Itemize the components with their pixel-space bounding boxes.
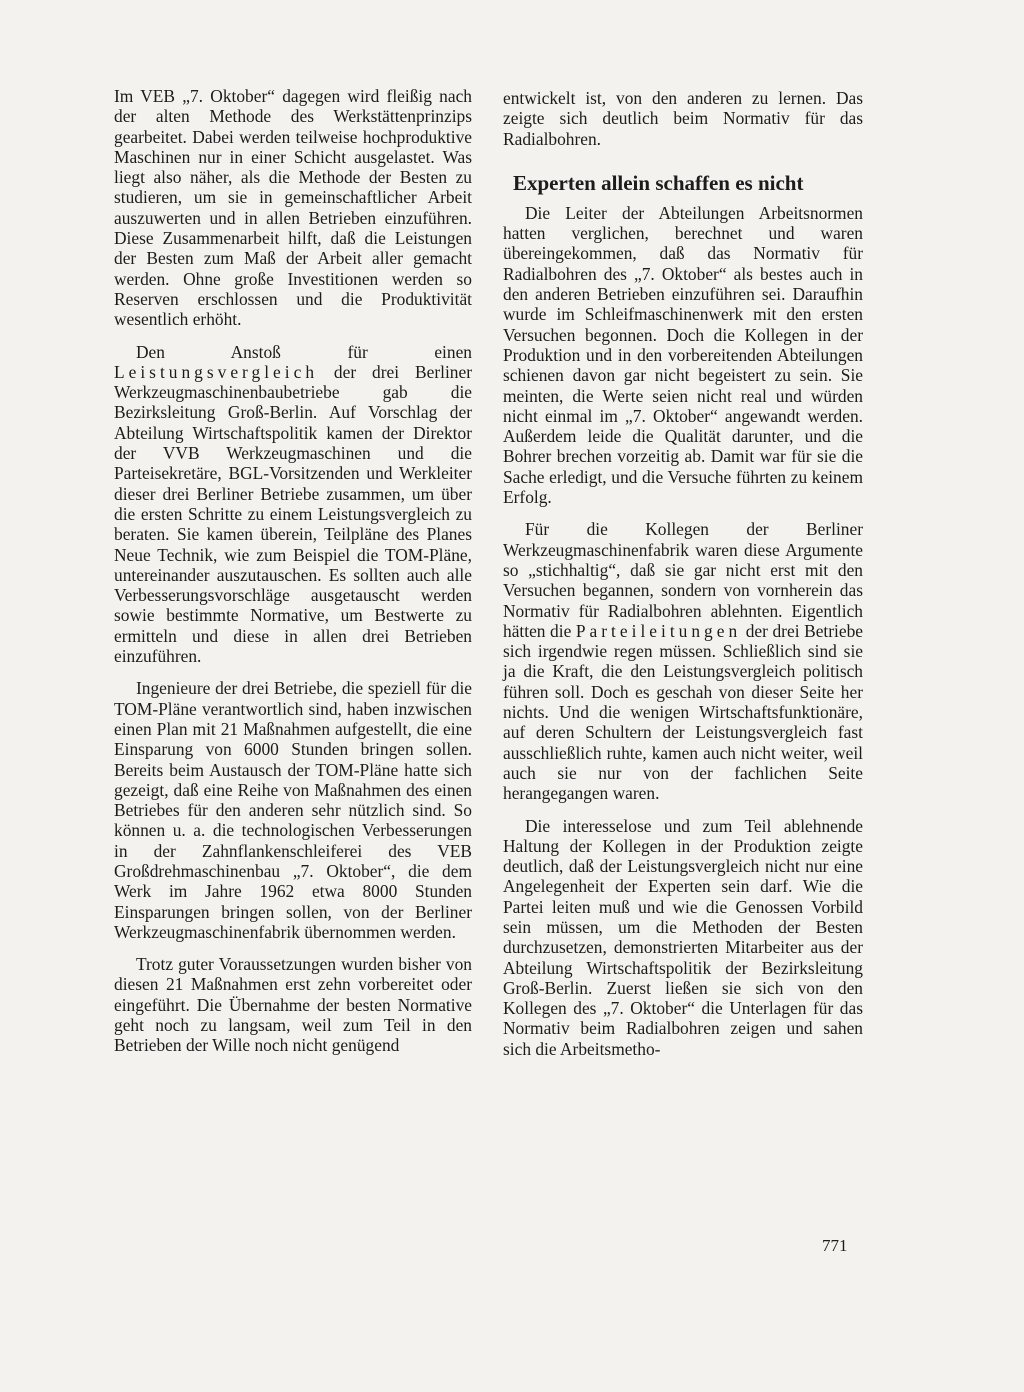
paragraph-text: Den Anstoß für einen: [136, 341, 472, 362]
emphasized-term: Leistungsvergleich: [114, 361, 319, 382]
paragraph: Ingenieure der drei Betriebe, die speziell für die TOM-Pläne verantwortlich sind, haben inzwischen einen Plan mit 21 Maßnahmen aufgestellt, die eine Einsparung von 6000 Stunden bringen sollen. Bereits beim Austausch der TOM-Pläne hatte sich gezeigt, daß eine Reihe von Maßnahmen des einen Betriebes für den anderen sehr nützlich sind. So können u. a. die technologischen Verbesserungen in der Zahnflankenschleiferei des VEB Großdrehmaschinenbau „7. Oktober“, die dem Werk im Jahre 1962 etwa 8000 Stunden Einsparungen bringen sollen, von der Berliner Werkzeugmaschinenfabrik übernommen werden.: [114, 678, 472, 942]
paragraph-text: der drei Betriebe sich irgendwie regen müssen. Schließlich sind sie ja die Kraft, die den Leistungsvergleich politisch führen soll. Doch es geschah von dieser Seite her nichts. Und die wenigen Wirtschaftsfunktionäre, auf deren Schultern der Leistungsvergleich fast ausschließlich ruhte, kamen auch nicht weiter, weil auch sie nur von der fachlichen Seite herangegangen waren.: [503, 620, 863, 804]
right-column: [503, 88, 863, 1071]
left-column: [114, 86, 472, 1068]
paragraph: Die Leiter der Abteilungen Arbeitsnormen hatten verglichen, berechnet und waren übereingekommen, daß das Normativ für Radialbohren des „7. Oktober“ als bestes auch in den anderen Betrieben einzuführen sei. Daraufhin wurde im Schleifmaschinenwerk mit den ersten Versuchen begonnen. Doch die Kollegen in der Produktion und in den vorbereitenden Abteilungen schienen davon gar nicht begeistert zu sein. Sie meinten, die Werte seien nicht real und würden nicht einmal im „7. Oktober“ angewandt werden. Außerdem leide die Qualität darunter, und die Bohrer brechen vorzeitig ab. Damit war für sie die Sache erledigt, und die Versuche führten zu keinem Erfolg.: [503, 202, 863, 508]
section-heading: Experten allein schaffen es nicht: [513, 170, 804, 195]
paragraph: [114, 342, 472, 667]
paragraph: entwickelt ist, von den anderen zu lernen. Das zeigte sich deutlich beim Normativ für das Radialbohren.: [503, 88, 863, 149]
paragraph-text: Für die Kollegen der Berliner Werkzeugmaschinenfabrik waren diese Argumente so „stichhaltig“, daß sie gar nicht erst mit den Versuchen begannen, sondern von vornherein das Normativ für Radialbohren ablehnten. Eigentlich hätten die: [503, 519, 863, 641]
paragraph-text: der drei Berliner Werkzeugmaschinenbaubetriebe gab die Bezirksleitung Groß-Berlin. Auf Vorschlag der Abteilung Wirtschaftspolitik kamen der Direktor der VVB Werkzeugmaschinen und die Parteisekretäre, BGL-Vorsitzenden und Werkleiter dieser drei Berliner Betriebe zusammen, um über die ersten Schritte zu einem Leistungsvergleich zu beraten. Sie kamen überein, Teilpläne des Planes Neue Technik, wie zum Beispiel die TOM-Pläne, untereinander auszutauschen. Es sollten auch alle Verbesserungsvorschläge ausgetauscht werden sowie bestimmte Normative, um Bestwerte zu ermitteln und diese in allen drei Betrieben einzuführen.: [114, 361, 472, 667]
emphasized-term: Parteileitungen: [575, 620, 742, 641]
paragraph: Die interesselose und zum Teil ablehnende Haltung der Kollegen in der Produktion zeigte deutlich, daß der Leistungsvergleich nicht nur eine Angelegenheit der Experten sein darf. Wie die Partei leiten muß und wie die Genossen Vorbild sein müssen, um die Methoden der Besten durchzusetzen, demonstrierten Mitarbeiter aus der Abteilung Wirtschaftspolitik der Bezirksleitung Groß-Berlin. Zuerst ließen sie sich von den Kollegen des „7. Oktober“ die Unterlagen für das Normativ beim Radialbohren zeigen und sahen sich die Arbeitsmetho-: [503, 815, 863, 1059]
page-number: 771: [822, 1236, 848, 1255]
paragraph: Im VEB „7. Oktober“ dagegen wird fleißig nach der alten Methode des Werkstättenprinzips gearbeitet. Dabei werden teilweise hochproduktive Maschinen nur in einer Schicht ausgelastet. Was liegt also näher, als die Methode der Besten zu studieren, um sie in gemeinschaftlicher Arbeit auszuwerten und in allen Betrieben einzuführen. Diese Zusammenarbeit hilft, daß die Leistungen der Besten zum Maß der Arbeit aller gemacht werden. Ohne große Investitionen werden so Reserven erschlossen und die Produktivität wesentlich erhöht.: [114, 86, 472, 330]
paragraph: Trotz guter Voraussetzungen wurden bisher von diesen 21 Maßnahmen erst zehn vorbereitet oder eingeführt. Die Übernahme der besten Normative geht noch zu langsam, weil zum Teil in den Betrieben der Wille noch nicht genügend: [114, 954, 472, 1056]
paragraph: [503, 519, 863, 803]
